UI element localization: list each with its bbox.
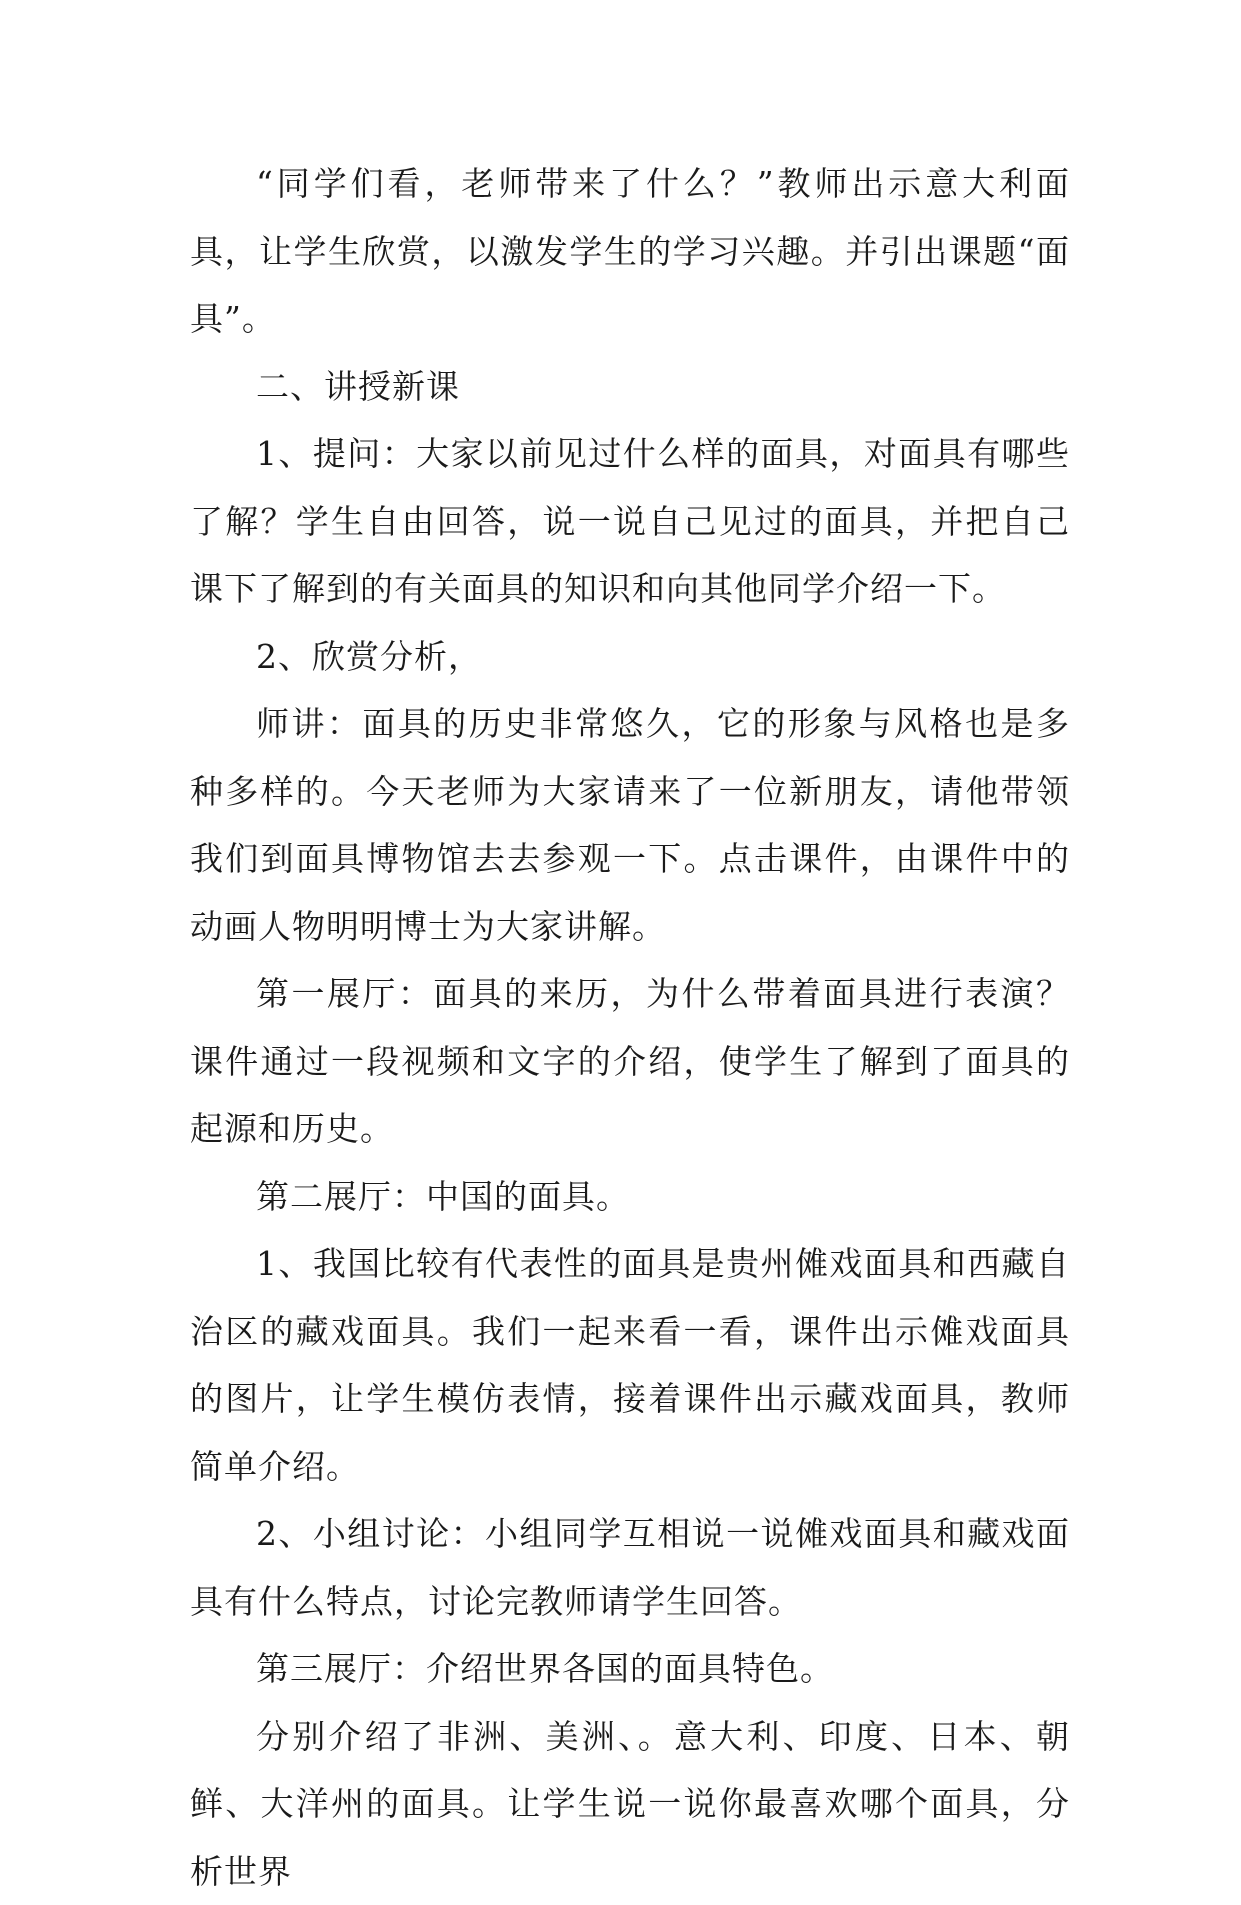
paragraph-hall-1: 第一展厅：面具的来历，为什么带着面具进行表演？课件通过一段视频和文字的介绍，使学生了解到了面具的起源和历史。 [190, 960, 1070, 1163]
section-heading-new-lesson: 二、讲授新课 [190, 353, 1070, 421]
paragraph-world-masks: 分别介绍了非洲、美洲、。意大利、印度、日本、朝鲜、大洋州的面具。让学生说一说你最喜欢哪个面具，分析世界 [190, 1703, 1070, 1905]
paragraph-teacher-talk: 师讲：面具的历史非常悠久，它的形象与风格也是多种多样的。今天老师为大家请来了一位新朋友，请他带领我们到面具博物馆去去参观一下。点击课件，由课件中的动画人物明明博士为大家讲解。 [190, 690, 1070, 960]
paragraph-hall-3: 第三展厅：介绍世界各国的面具特色。 [190, 1635, 1070, 1703]
paragraph-hall-2: 第二展厅：中国的面具。 [190, 1163, 1070, 1231]
paragraph-intro-question: “同学们看，老师带来了什么？”教师出示意大利面具，让学生欣赏，以激发学生的学习兴趣。并引出课题“面具”。 [190, 150, 1070, 353]
paragraph-appreciation-2: 2、欣赏分析， [190, 623, 1070, 691]
paragraph-group-discussion: 2、小组讨论：小组同学互相说一说傩戏面具和藏戏面具有什么特点，讨论完教师请学生回答。 [190, 1500, 1070, 1635]
paragraph-china-masks: 1、我国比较有代表性的面具是贵州傩戏面具和西藏自治区的藏戏面具。我们一起来看一看，课件出示傩戏面具的图片，让学生模仿表情，接着课件出示藏戏面具，教师简单介绍。 [190, 1230, 1070, 1500]
document-body [190, 150, 1070, 1905]
paragraph-question-1: 1、提问：大家以前见过什么样的面具，对面具有哪些了解？学生自由回答，说一说自己见过的面具，并把自己课下了解到的有关面具的知识和向其他同学介绍一下。 [190, 420, 1070, 623]
